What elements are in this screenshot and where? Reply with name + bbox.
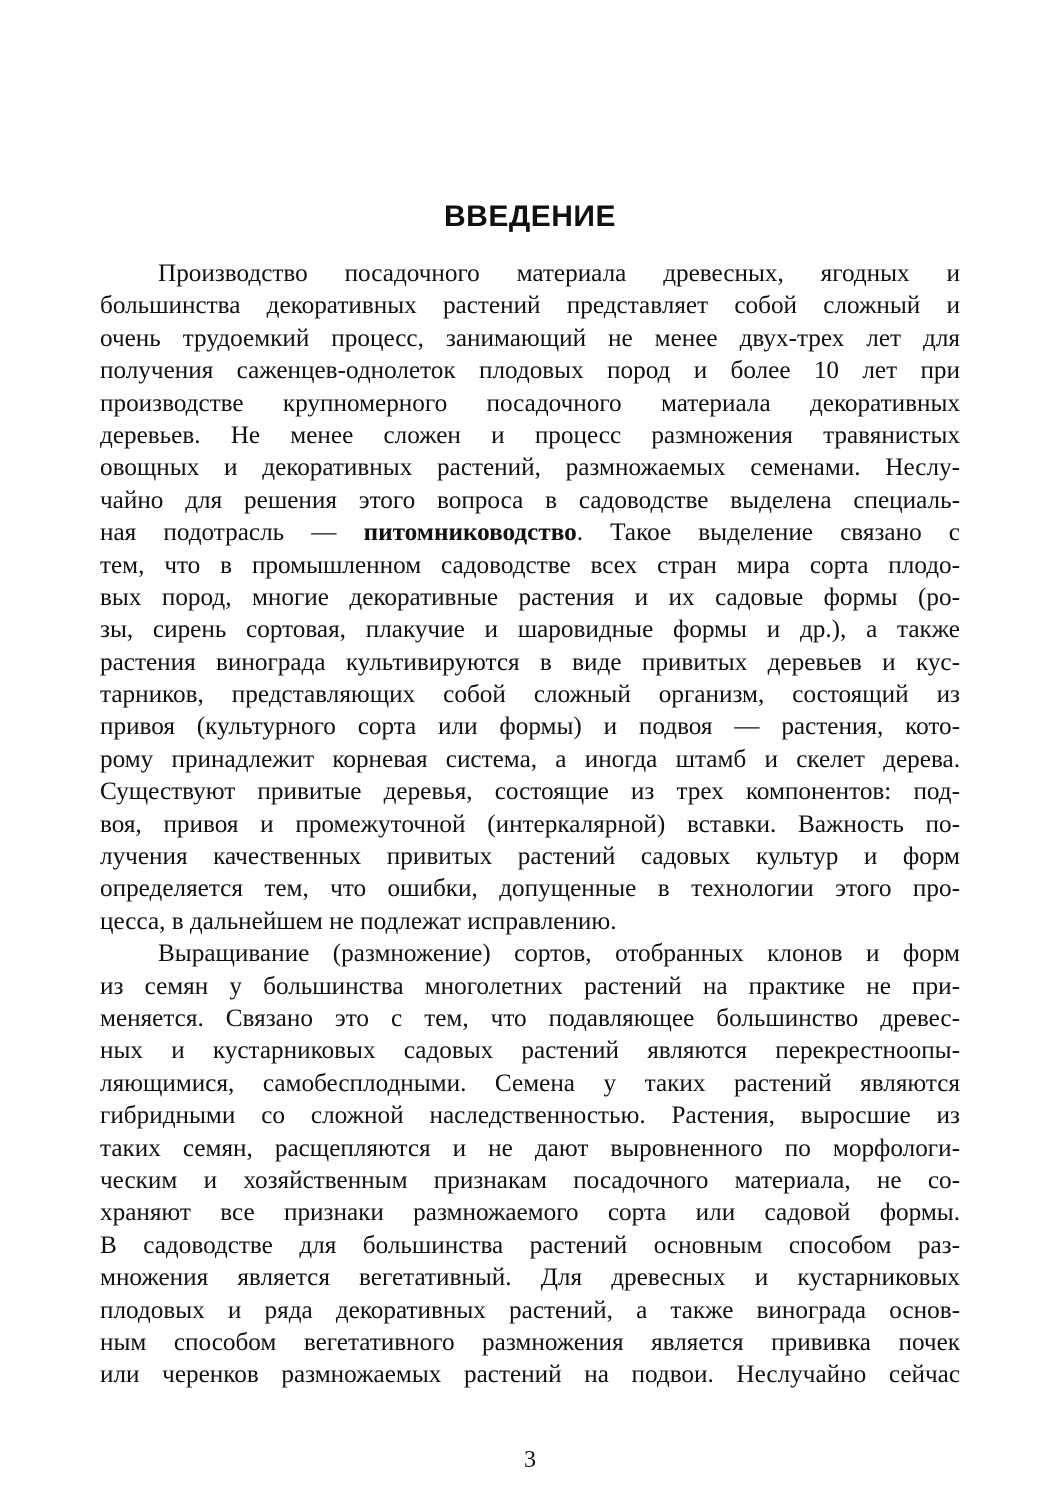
paragraph-2-line: меняется. Связано это с тем, что подавляющее большинство древес- [100, 1004, 960, 1032]
paragraph-2-line: ных и кустарниковых садовых растений являются перекрестноопы- [100, 1037, 960, 1065]
paragraph-2-line: храняют все признаки размножаемого сорта или садовой формы. [100, 1199, 960, 1227]
paragraph-1-line: тарников, представляющих собой сложный организм, состоящий из [100, 681, 960, 709]
paragraph-2-line: В садоводстве для большинства растений основным способом раз- [100, 1231, 960, 1259]
paragraph-1-line: привоя (культурного сорта или формы) и подвоя — растения, кото- [100, 713, 960, 741]
page-number: 3 [524, 1447, 536, 1473]
paragraph-1-line: чайно для решения этого вопроса в садоводстве выделена специаль- [100, 486, 960, 514]
paragraph-1-line: цесса, в дальнейшем не подлежат исправлению. [100, 907, 617, 935]
paragraph-1-line: растения винограда культивируются в виде привитых деревьев и кус- [100, 648, 960, 676]
paragraph-2-line: таких семян, расщепляются и не дают выровненного по морфологи- [100, 1134, 960, 1162]
paragraph-2-line: ческим и хозяйственным признакам посадочного материала, не со- [100, 1166, 960, 1194]
paragraph-1-line: получения саженцев-однолеток плодовых пород и более 10 лет при [100, 357, 960, 385]
paragraph-2-line: ляющимися, самобесплодными. Семена у таких растений являются [100, 1069, 960, 1097]
paragraph-1-line: овощных и декоративных растений, размножаемых семенами. Неслу- [100, 454, 960, 482]
body-text [100, 258, 960, 1392]
paragraph-2-line: множения является вегетативный. Для древесных и кустарниковых [100, 1264, 960, 1292]
paragraph-1-line: тем, что в промышленном садоводстве всех стран мира сорта плодо- [100, 551, 960, 579]
paragraph-2-line: Выращивание (размножение) сортов, отобранных клонов и форм [158, 940, 960, 968]
paragraph-2-line: или черенков размножаемых растений на подвои. Неслучайно сейчас [100, 1361, 960, 1389]
paragraph-1-line: Производство посадочного материала древесных, ягодных и [158, 260, 960, 287]
paragraph-1-line: лучения качественных привитых растений садовых культур и форм [100, 843, 960, 871]
paragraph-2-line: ным способом вегетативного размножения является прививка почек [100, 1328, 960, 1356]
text-run: . Такое выделение связано с [576, 519, 960, 547]
paragraph-1-line: деревьев. Не менее сложен и процесс размножения травянистых [100, 421, 960, 449]
paragraph-2-line: из семян у большинства многолетних растений на практике не при- [100, 972, 960, 1000]
paragraph-1-line: вых пород, многие декоративные растения и их садовые формы (ро- [100, 583, 960, 611]
paragraph-1-line: большинства декоративных растений представляет собой сложный и [100, 292, 960, 320]
paragraph-1-line: очень трудоемкий процесс, занимающий не менее двух-трех лет для [100, 324, 960, 352]
paragraph-1-line: определяется тем, что ошибки, допущенные в технологии этого про- [100, 875, 960, 903]
paragraph-1-line: производстве крупномерного посадочного материала декоративных [100, 389, 960, 417]
text-run: ная подотрасль — [100, 519, 364, 547]
paragraph-1-line: воя, привоя и промежуточной (интеркалярной) вставки. Важность по- [100, 810, 960, 838]
bold-term: питомниководство [363, 519, 577, 547]
paragraph-1-line [100, 517, 960, 549]
paragraph-2-line: гибридными со сложной наследственностью. Растения, выросшие из [100, 1102, 960, 1130]
paragraph-2-line: плодовых и ряда декоративных растений, а также винограда основ- [100, 1296, 960, 1324]
page-title: ВВЕДЕНИЕ [444, 200, 616, 233]
paragraph-1-line: Существуют привитые деревья, состоящие из трех компонентов: под- [100, 778, 960, 806]
paragraph-1-line: рому принадлежит корневая система, а иногда штамб и скелет дерева. [100, 745, 960, 773]
paragraph-1-line: зы, сирень сортовая, плакучие и шаровидные формы и др.), а также [100, 616, 960, 644]
